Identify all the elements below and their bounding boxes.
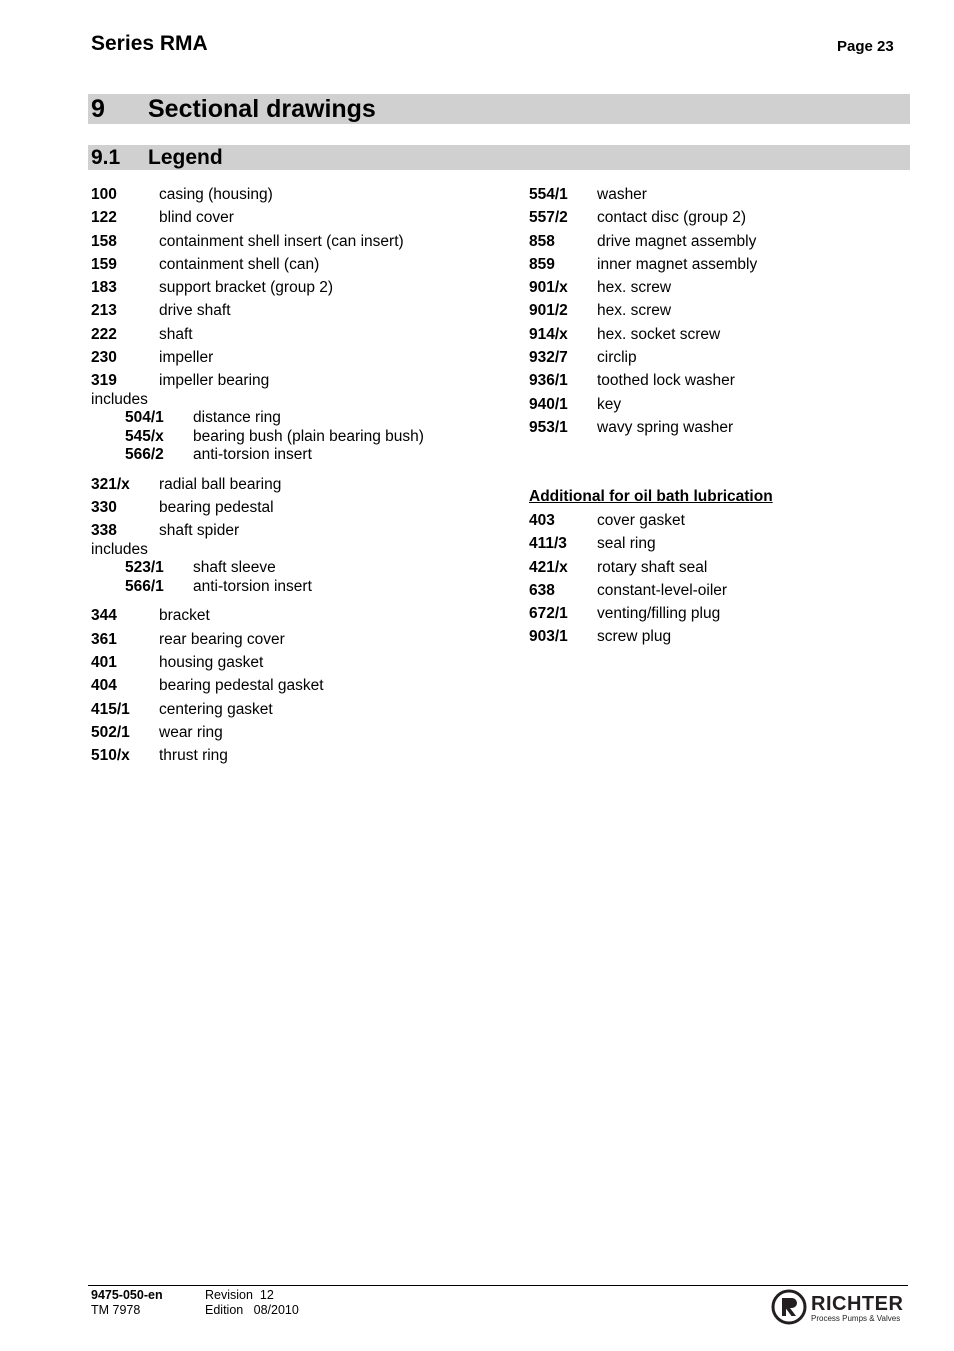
part-description: contact disc (group 2) bbox=[597, 209, 747, 227]
part-description: rear bearing cover bbox=[159, 630, 285, 648]
part-description: bearing bush (plain bearing bush) bbox=[193, 427, 424, 445]
revision: Revision 12 bbox=[205, 1288, 274, 1302]
legend-item bbox=[529, 349, 909, 372]
part-code: 100 bbox=[91, 186, 117, 203]
part-description: inner magnet assembly bbox=[597, 255, 758, 273]
logo-tagline: Process Pumps & Valves bbox=[811, 1314, 901, 1323]
part-code: 502/1 bbox=[91, 723, 130, 741]
legend-subitem bbox=[91, 446, 511, 465]
part-code: 901/2 bbox=[529, 302, 568, 320]
spacer bbox=[91, 596, 511, 607]
part-description: centering gasket bbox=[159, 700, 273, 718]
part-code: 901/x bbox=[529, 279, 568, 297]
legend-item bbox=[91, 233, 511, 256]
part-description: wavy spring washer bbox=[597, 418, 734, 436]
richter-logo-icon bbox=[771, 1289, 807, 1325]
part-code: 953/1 bbox=[529, 418, 568, 436]
part-description: impeller bearing bbox=[159, 372, 270, 390]
section-title: Sectional drawings bbox=[148, 95, 376, 123]
legend-item bbox=[529, 186, 909, 209]
legend-item bbox=[529, 559, 909, 582]
part-code: 122 bbox=[91, 209, 117, 227]
part-code: 672/1 bbox=[529, 605, 568, 623]
legend-subitem bbox=[91, 578, 511, 597]
legend-subitem bbox=[91, 409, 511, 428]
legend-item bbox=[91, 701, 511, 724]
part-code: 914/x bbox=[529, 325, 568, 343]
part-description: venting/filling plug bbox=[597, 605, 721, 623]
part-code: 557/2 bbox=[529, 209, 568, 227]
subsection-title: Legend bbox=[148, 146, 223, 169]
legend-item bbox=[91, 279, 511, 302]
part-code: 401 bbox=[91, 654, 117, 672]
part-code: 230 bbox=[91, 349, 117, 367]
part-code: 859 bbox=[529, 255, 555, 273]
part-description: casing (housing) bbox=[159, 186, 273, 203]
part-description: hex. screw bbox=[597, 279, 672, 297]
legend-item bbox=[91, 631, 511, 654]
legend-item bbox=[529, 279, 909, 302]
part-description: circlip bbox=[597, 349, 637, 367]
part-description: bearing pedestal bbox=[159, 499, 274, 517]
part-description: containment shell insert (can insert) bbox=[159, 232, 404, 250]
oil-bath-heading: Additional for oil bath lubrication bbox=[529, 488, 773, 505]
legend-item bbox=[91, 256, 511, 279]
part-code: 338 bbox=[91, 522, 117, 540]
part-code: 932/7 bbox=[529, 349, 568, 367]
legend-item bbox=[91, 372, 511, 391]
logo-wordmark: RICHTER bbox=[811, 1293, 904, 1315]
legend-item bbox=[91, 186, 511, 209]
part-code: 566/2 bbox=[125, 446, 164, 464]
part-description: shaft sleeve bbox=[193, 559, 276, 577]
part-code: 361 bbox=[91, 630, 117, 648]
legend-item bbox=[91, 209, 511, 232]
tm-number: TM 7978 bbox=[91, 1303, 141, 1317]
legend-item bbox=[91, 747, 511, 770]
part-description: bearing pedestal gasket bbox=[159, 677, 324, 695]
part-code: 213 bbox=[91, 302, 117, 320]
part-description: constant-level-oiler bbox=[597, 581, 728, 599]
part-code: 319 bbox=[91, 372, 117, 390]
legend-item bbox=[529, 209, 909, 232]
part-description: hex. screw bbox=[597, 302, 672, 320]
part-code: 936/1 bbox=[529, 372, 568, 390]
part-description: drive shaft bbox=[159, 302, 231, 320]
part-code: 344 bbox=[91, 607, 117, 625]
legend-item bbox=[91, 654, 511, 677]
part-description: rotary shaft seal bbox=[597, 558, 708, 576]
part-code: 404 bbox=[91, 677, 117, 695]
part-code: 510/x bbox=[91, 747, 130, 765]
part-description: toothed lock washer bbox=[597, 372, 735, 390]
legend-item bbox=[529, 302, 909, 325]
series-title: Series RMA bbox=[91, 32, 208, 55]
part-description: hex. socket screw bbox=[597, 325, 721, 343]
part-description: key bbox=[597, 395, 622, 413]
part-description: screw plug bbox=[597, 628, 672, 646]
legend-item bbox=[529, 326, 909, 349]
legend-item bbox=[91, 607, 511, 630]
part-code: 858 bbox=[529, 232, 555, 250]
part-description: shaft bbox=[159, 325, 193, 343]
subsection-number: 9.1 bbox=[91, 146, 121, 169]
legend-item bbox=[529, 256, 909, 279]
legend-item bbox=[529, 512, 909, 535]
part-description: impeller bbox=[159, 349, 214, 367]
part-code: 566/1 bbox=[125, 577, 164, 595]
part-description: washer bbox=[597, 186, 647, 203]
legend-item bbox=[91, 349, 511, 372]
legend-item bbox=[91, 302, 511, 325]
legend-item bbox=[91, 724, 511, 747]
legend-item bbox=[529, 372, 909, 395]
part-description: housing gasket bbox=[159, 654, 264, 672]
legend-item bbox=[529, 396, 909, 419]
part-description: drive magnet assembly bbox=[597, 232, 757, 250]
part-code: 421/x bbox=[529, 558, 568, 576]
part-code: 504/1 bbox=[125, 409, 164, 427]
part-code: 403 bbox=[529, 512, 555, 529]
part-code: 159 bbox=[91, 255, 117, 273]
part-description: seal ring bbox=[597, 535, 656, 553]
part-description: anti-torsion insert bbox=[193, 577, 312, 595]
part-code: 415/1 bbox=[91, 700, 130, 718]
edition: Edition 08/2010 bbox=[205, 1303, 299, 1317]
legend-item bbox=[91, 326, 511, 349]
legend-item bbox=[91, 499, 511, 522]
legend-subitem bbox=[91, 559, 511, 578]
part-description: support bracket (group 2) bbox=[159, 279, 334, 297]
legend-left-column bbox=[91, 186, 511, 771]
legend-item bbox=[91, 476, 511, 499]
richter-logo bbox=[771, 1289, 911, 1325]
part-code: 545/x bbox=[125, 427, 164, 445]
part-code: 183 bbox=[91, 279, 117, 297]
includes-label: includes bbox=[91, 391, 148, 409]
part-code: 554/1 bbox=[529, 186, 568, 203]
part-code: 321/x bbox=[91, 475, 130, 493]
legend-item bbox=[91, 677, 511, 700]
part-description: distance ring bbox=[193, 409, 281, 427]
part-description: cover gasket bbox=[597, 512, 685, 529]
part-code: 638 bbox=[529, 581, 555, 599]
footer-divider bbox=[88, 1285, 908, 1286]
section-number: 9 bbox=[91, 95, 105, 123]
spacer bbox=[91, 465, 511, 476]
legend-right-column bbox=[529, 186, 909, 442]
legend-item bbox=[529, 582, 909, 605]
legend-item bbox=[529, 605, 909, 628]
legend-item bbox=[529, 233, 909, 256]
part-code: 330 bbox=[91, 499, 117, 517]
page-number: Page 23 bbox=[837, 38, 894, 55]
legend-subitem bbox=[91, 428, 511, 447]
legend-item bbox=[529, 535, 909, 558]
document-number: 9475-050-en bbox=[91, 1288, 163, 1302]
part-description: radial ball bearing bbox=[159, 475, 282, 493]
part-description: wear ring bbox=[159, 723, 223, 741]
legend-item bbox=[529, 628, 909, 651]
part-description: thrust ring bbox=[159, 747, 228, 765]
legend-item bbox=[91, 522, 511, 541]
part-code: 158 bbox=[91, 232, 117, 250]
part-code: 903/1 bbox=[529, 628, 568, 646]
legend-item bbox=[529, 419, 909, 442]
part-code: 523/1 bbox=[125, 559, 164, 577]
part-code: 940/1 bbox=[529, 395, 568, 413]
includes-label: includes bbox=[91, 541, 148, 559]
part-description: containment shell (can) bbox=[159, 255, 320, 273]
part-code: 222 bbox=[91, 325, 117, 343]
part-description: anti-torsion insert bbox=[193, 446, 312, 464]
part-code: 411/3 bbox=[529, 535, 567, 553]
part-description: shaft spider bbox=[159, 522, 240, 540]
part-description: bracket bbox=[159, 607, 210, 625]
part-description: blind cover bbox=[159, 209, 234, 227]
oil-bath-list bbox=[529, 512, 909, 652]
